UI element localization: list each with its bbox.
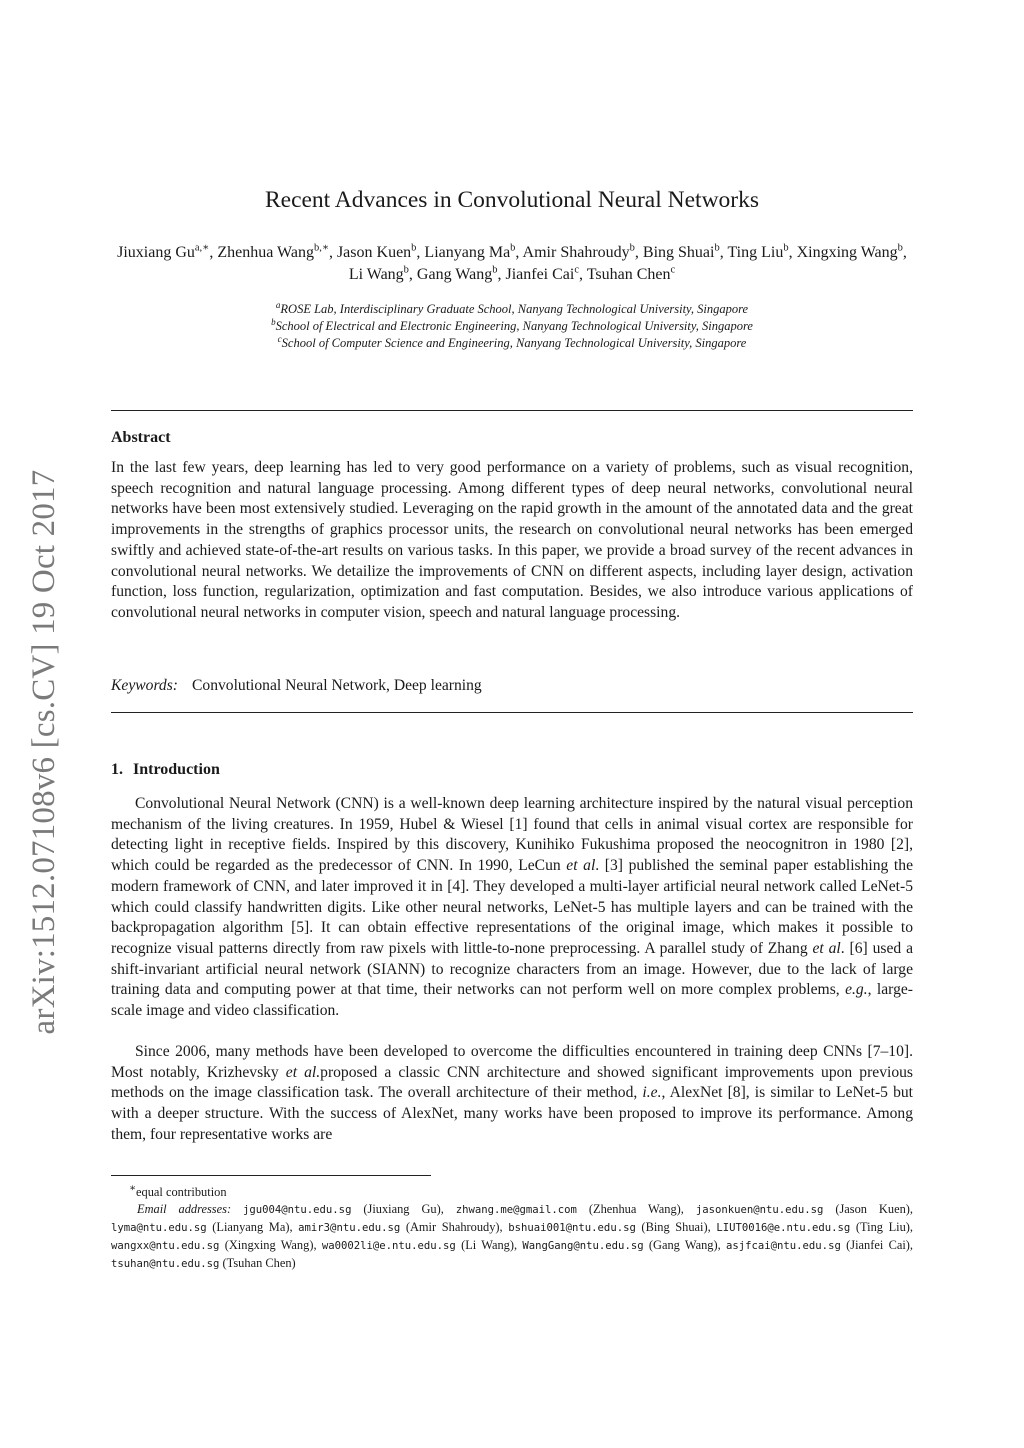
author: Tsuhan Chen$^c$ bbox=[586, 264, 676, 283]
footnote bbox=[111, 1180, 913, 1273]
arxiv-stamp: arXiv:1512.07108v6 [cs.CV] 19 Oct 2017 bbox=[26, 469, 62, 1035]
intro-paragraph-2: Since 2006, many methods have been developed to overcome the difficulties encountered in training deep CNNs [7–10]. Most notably, Krizhevsky et al.proposed a classic CNN architecture and showed significant improvements upon previous methods on the image classification task. The overall architecture of their method, i.e., AlexNet [8], is similar to LeNet-5 but with a deeper structure. With the success of AlexNet, many works have been proposed to improve its performance. Among them, four representative works are bbox=[111, 1043, 914, 1143]
email-link[interactable]: lyma@ntu.edu.sg bbox=[111, 1222, 207, 1235]
keywords-text: Convolutional Neural Network, Deep learning bbox=[192, 677, 482, 694]
author: Gang Wang$^b$, bbox=[416, 264, 506, 283]
email-link[interactable]: jasonkuen@ntu.edu.sg bbox=[695, 1204, 824, 1217]
abstract-text: In the last few years, deep learning has led to very good performance on a variety of problems, such as visual recognition, speech recognition and natural language processing. Among different types of deep neural networks, convolutional neural networks have been most extensively studied. Leveraging on the rapid growth in the amount of the annotated data and the great improvements in the strengths of graphics processor units, the research on convolutional neural networks has been emerged swiftly and achieved state-of-the-art results on various tasks. In this paper, we provide a broad survey of the recent advances in convolutional neural networks. We detailize the improvements of CNN on different aspects, including layer design, activation function, loss function, regularization, optimization and fast computation. Besides, we also introduce various applications of convolutional neural networks in computer vision, speech and natural language processing. bbox=[111, 459, 913, 621]
abstract-top-rule bbox=[111, 410, 913, 411]
email-link[interactable]: WangGang@ntu.edu.sg bbox=[522, 1240, 644, 1253]
author: Ting Liu$^b$, bbox=[727, 242, 797, 261]
author: Zhenhua Wang$^{b,∗}$, bbox=[217, 242, 337, 261]
author: Li Wang$^b$, bbox=[348, 264, 417, 283]
intro-paragraph-1: Convolutional Neural Network (CNN) is a well-known deep learning architecture inspired by the natural visual perception mechanism of the living creatures. In 1959, Hubel & Wiesel [1] found that cells in animal visual cortex are responsible for detecting light in receptive fields. Inspired by this discovery, Kunihiko Fukushima proposed the neocognitron in 1980 [2], which could be regarded as the predecessor of CNN. In 1990, LeCun et al. [3] published the seminal paper establishing the modern framework of CNN, and later improved it in [4]. They developed a multi-layer artificial neural network called LeNet-5 which could classify handwritten digits. Like other neural networks, LeNet-5 has multiple layers and can be trained with the backpropagation algorithm [5]. It can obtain effective representations of the original image, which makes it possible to recognize visual patterns directly from raw pixels with little-to-none preprocessing. A parallel study of Zhang et al. [6] used a shift-invariant artificial neural network (SIANN) to recognize characters from an image. However, due to the lack of large training data and computing power at that time, their networks can not perform well on more complex problems, e.g., large-scale image and video classification. bbox=[111, 795, 913, 1020]
email-link[interactable]: LIUT0016@e.ntu.edu.sg bbox=[716, 1222, 851, 1235]
abstract-heading: Abstract bbox=[111, 429, 171, 446]
section-title: Introduction bbox=[133, 761, 220, 778]
email-link[interactable]: wa0002li@e.ntu.edu.sg bbox=[321, 1240, 456, 1253]
keywords bbox=[111, 676, 913, 697]
email-addresses: Email addresses: jgu004@ntu.edu.sg (Jiuxiang Gu), zhwang.me@gmail.com (Zhenhua Wang), jasonkuen@ntu.edu.sg (Jason Kuen), lyma@ntu.edu.sg (Lianyang Ma), amir3@ntu.edu.sg (Amir Shahroudy), bshuai001@ntu.edu.sg (Bing Shuai), LIUT0016@e.ntu.edu.sg (Ting Liu), wangxx@ntu.edu.sg (Xingxing Wang), wa0002li@e.ntu.edu.sg (Li Wang), WangGang@ntu.edu.sg (Gang Wang), asjfcai@ntu.edu.sg (Jianfei Cai), tsuhan@ntu.edu.sg (Tsuhan Chen) bbox=[111, 1202, 914, 1271]
affiliation: $^a$ROSE Lab, Interdisciplinary Graduate School, Nanyang Technological University, Singapore bbox=[275, 299, 749, 316]
author: Jiuxiang $Gu^{a,∗}$, bbox=[117, 242, 218, 261]
author: Lianyang Ma$^b$, bbox=[424, 242, 523, 261]
equal-contribution-note: ∗equal contribution bbox=[129, 1183, 227, 1200]
author: Jianfei Cai$^c$, bbox=[505, 264, 587, 283]
footnote-rule bbox=[111, 1175, 431, 1176]
paper-title: Recent Advances in Convolutional Neural Networks bbox=[264, 187, 760, 213]
affiliation-list bbox=[111, 301, 913, 352]
affiliation: $^b$School of Electrical and Electronic Engineering, Nanyang Technological University, Singapore bbox=[271, 316, 753, 333]
author: Bing Shuai$^b$, bbox=[642, 242, 728, 261]
author: Xingxing Wang$^b$, bbox=[796, 242, 907, 261]
email-link[interactable]: bshuai001@ntu.edu.sg bbox=[508, 1222, 636, 1235]
email-link[interactable]: amir3@ntu.edu.sg bbox=[298, 1222, 401, 1235]
affiliation: $^c$School of Computer Science and Engineering, Nanyang Technological University, Singapore bbox=[277, 333, 747, 350]
section-number: 1. bbox=[111, 761, 123, 778]
email-link[interactable]: zhwang.me@gmail.com bbox=[455, 1204, 577, 1217]
section-heading-introduction bbox=[111, 759, 220, 781]
email-link[interactable]: wangxx@ntu.edu.sg bbox=[111, 1240, 220, 1253]
keywords-label: Keywords: bbox=[111, 677, 178, 694]
email-link[interactable]: jgu004@ntu.edu.sg bbox=[243, 1204, 352, 1217]
author-list bbox=[111, 242, 913, 286]
email-link[interactable]: asjfcai@ntu.edu.sg bbox=[726, 1240, 841, 1253]
author: Amir Shahroudy$^b$, bbox=[522, 242, 643, 261]
abstract-bottom-rule bbox=[111, 712, 913, 713]
email-link[interactable]: tsuhan@ntu.edu.sg bbox=[111, 1258, 220, 1271]
author: Jason Kuen$^b$, bbox=[336, 242, 425, 261]
